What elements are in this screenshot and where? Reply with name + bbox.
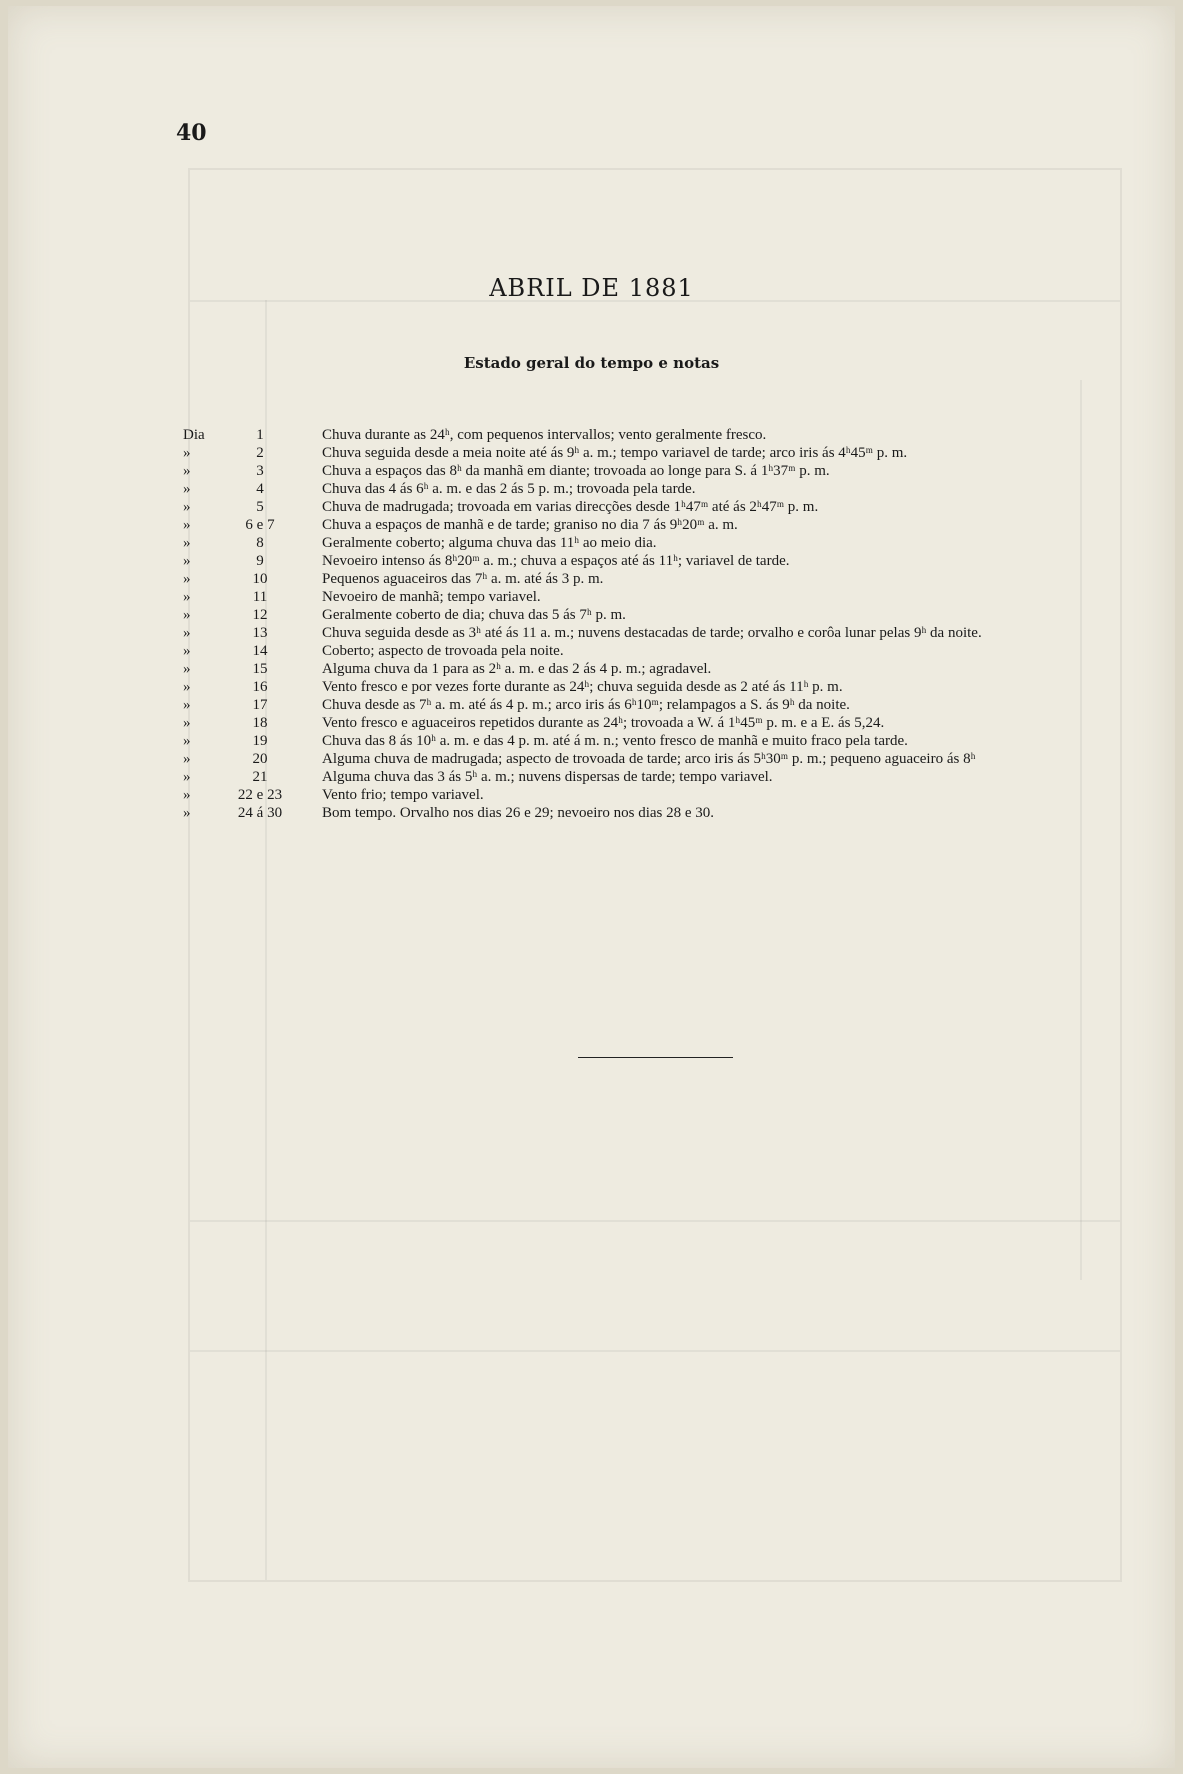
list-item (0, 426, 1183, 444)
row-note: Chuva de madrugada; trovoada em varias direcções desde 1ʰ47ᵐ até ás 2ʰ47ᵐ p. m. (322, 499, 819, 515)
list-item (0, 480, 1183, 498)
row-day: 18 (252, 715, 268, 731)
row-note: Chuva durante as 24ʰ, com pequenos intervallos; vento geralmente fresco. (322, 427, 767, 443)
list-item (0, 804, 1183, 822)
row-day: 3 (256, 463, 264, 479)
page-title: ABRIL DE 1881 (489, 274, 694, 302)
list-item (0, 624, 1183, 642)
row-note: Chuva desde as 7ʰ a. m. até ás 4 p. m.; arco iris ás 6ʰ10ᵐ; relampagos a S. ás 9ʰ da noite. (322, 697, 850, 713)
row-note: Pequenos aguaceiros das 7ʰ a. m. até ás 3 p. m. (322, 571, 604, 587)
row-label: » (183, 607, 191, 623)
row-note: Alguma chuva de madrugada; aspecto de trovoada de tarde; arco iris ás 5ʰ30ᵐ p. m.; pequeno aguaceiro ás 8ʰ (322, 751, 976, 767)
row-note: Vento fresco e aguaceiros repetidos durante as 24ʰ; trovoada a W. á 1ʰ45ᵐ p. m. e a E. ás 5,24. (322, 715, 885, 731)
row-day: 21 (252, 769, 268, 785)
list-item (0, 678, 1183, 696)
row-day: 11 (252, 589, 268, 605)
row-note: Alguma chuva da 1 para as 2ʰ a. m. e das 2 ás 4 p. m.; agradavel. (322, 661, 712, 677)
list-item (0, 606, 1183, 624)
row-label: » (183, 751, 191, 767)
row-note: Nevoeiro intenso ás 8ʰ20ᵐ a. m.; chuva a espaços até ás 11ʰ; variavel de tarde. (322, 553, 790, 569)
row-note: Nevoeiro de manhã; tempo variavel. (322, 589, 541, 605)
list-item (0, 768, 1183, 786)
list-item (0, 444, 1183, 462)
row-day: 6 e 7 (245, 517, 275, 533)
row-label: » (183, 571, 191, 587)
section-subtitle: Estado geral do tempo e notas (463, 354, 720, 372)
row-note: Chuva a espaços das 8ʰ da manhã em diante; trovoada ao longe para S. á 1ʰ37ᵐ p. m. (322, 463, 830, 479)
row-note: Chuva das 4 ás 6ʰ a. m. e das 2 ás 5 p. m.; trovoada pela tarde. (322, 481, 696, 497)
row-label: » (183, 589, 191, 605)
row-label: » (183, 679, 191, 695)
row-day: 15 (252, 661, 268, 677)
row-day: 4 (256, 481, 264, 497)
row-label: » (183, 697, 191, 713)
row-day: 19 (252, 733, 268, 749)
list-item (0, 588, 1183, 606)
row-day: 10 (252, 571, 268, 587)
row-note: Chuva das 8 ás 10ʰ a. m. e das 4 p. m. até á m. n.; vento fresco de manhã e muito fraco pela tarde. (322, 733, 908, 749)
row-label: » (183, 805, 191, 821)
row-note: Chuva seguida desde as 3ʰ até ás 11 a. m.; nuvens destacadas de tarde; orvalho e corôa lunar pelas 9ʰ da noite. (322, 625, 982, 641)
row-day: 12 (252, 607, 268, 623)
row-note: Alguma chuva das 3 ás 5ʰ a. m.; nuvens dispersas de tarde; tempo variavel. (322, 769, 773, 785)
row-label: » (183, 535, 191, 551)
row-note: Geralmente coberto; alguma chuva das 11ʰ ao meio dia. (322, 535, 657, 551)
row-label: » (183, 553, 191, 569)
row-label: » (183, 661, 191, 677)
list-item (0, 516, 1183, 534)
row-note: Bom tempo. Orvalho nos dias 26 e 29; nevoeiro nos dias 28 e 30. (322, 805, 715, 821)
row-note: Chuva seguida desde a meia noite até ás 9ʰ a. m.; tempo variavel de tarde; arco iris ás 4ʰ45ᵐ p. m. (322, 445, 908, 461)
row-label: » (183, 445, 191, 461)
list-item (0, 786, 1183, 804)
list-item (0, 750, 1183, 768)
row-label: » (183, 769, 191, 785)
row-day: 13 (252, 625, 268, 641)
list-item (0, 642, 1183, 660)
list-item (0, 552, 1183, 570)
list-item (0, 660, 1183, 678)
list-item (0, 696, 1183, 714)
row-note: Geralmente coberto de dia; chuva das 5 ás 7ʰ p. m. (322, 607, 626, 623)
row-day: 5 (256, 499, 264, 515)
row-day: 9 (256, 553, 264, 569)
row-label: Dia (183, 427, 205, 443)
row-label: » (183, 517, 191, 533)
row-note: Vento fresco e por vezes forte durante as 24ʰ; chuva seguida desde as 2 até ás 11ʰ p. m. (322, 679, 843, 695)
row-day: 24 á 30 (237, 805, 283, 821)
row-note: Chuva a espaços de manhã e de tarde; graniso no dia 7 ás 9ʰ20ᵐ a. m. (322, 517, 738, 533)
list-item (0, 732, 1183, 750)
row-note: Vento frio; tempo variavel. (322, 787, 484, 803)
row-label: » (183, 733, 191, 749)
row-day: 17 (252, 697, 268, 713)
bleed-through-frame (188, 168, 1122, 1582)
row-label: » (183, 643, 191, 659)
row-day: 2 (256, 445, 264, 461)
row-label: » (183, 787, 191, 803)
list-item (0, 462, 1183, 480)
row-label: » (183, 463, 191, 479)
row-label: » (183, 499, 191, 515)
row-label: » (183, 481, 191, 497)
row-label: » (183, 715, 191, 731)
list-item (0, 570, 1183, 588)
row-day: 16 (252, 679, 268, 695)
row-note: Coberto; aspecto de trovoada pela noite. (322, 643, 564, 659)
row-day: 14 (252, 643, 268, 659)
list-item (0, 714, 1183, 732)
row-day: 8 (256, 535, 264, 551)
end-rule (578, 1057, 733, 1058)
page-number: 40 (176, 120, 207, 146)
row-day: 1 (256, 427, 264, 443)
row-label: » (183, 625, 191, 641)
row-day: 20 (252, 751, 268, 767)
list-item (0, 534, 1183, 552)
row-day: 22 e 23 (237, 787, 283, 803)
list-item (0, 498, 1183, 516)
